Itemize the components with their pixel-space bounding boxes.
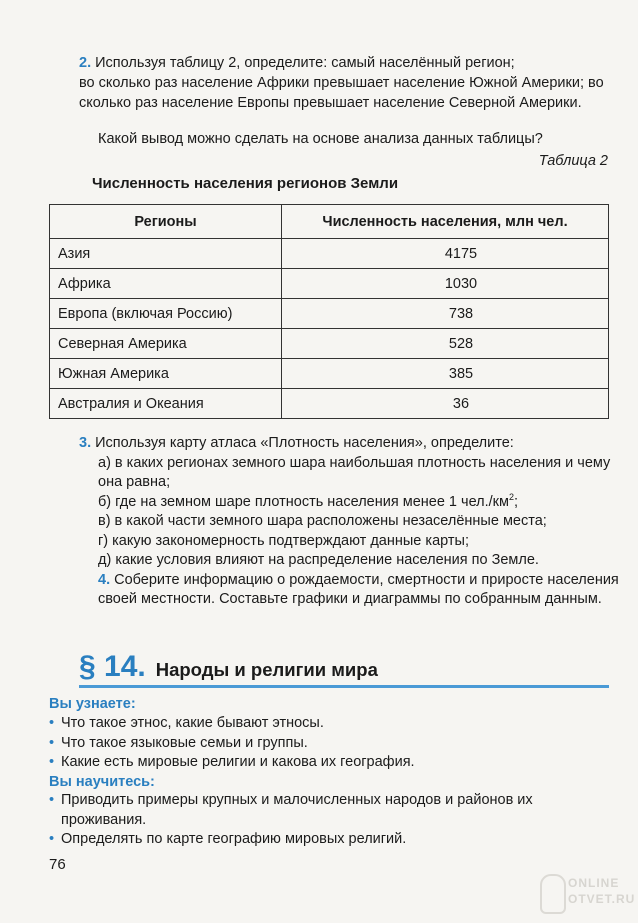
question-3-item-a: а) в каких регионах земного шара наибольшая плотность населения и чему она равна;	[98, 454, 611, 490]
table-row	[50, 269, 609, 299]
population-cell: 385	[282, 359, 609, 389]
list-item	[49, 734, 619, 754]
watermark-logo	[540, 868, 636, 918]
question-3-item-e: д) какие условия влияют на распределение населения по Земле.	[98, 552, 539, 568]
list-item-text: Определять по карте географию мировых религий.	[61, 831, 407, 847]
question-3-intro: Используя карту атласа «Плотность населения», определите:	[95, 435, 514, 451]
page-number: 76	[49, 856, 66, 873]
list-item	[49, 714, 619, 734]
question-3-item-c: в) в какой части земного шара расположены незаселённые места;	[98, 513, 547, 529]
section-number: § 14.	[79, 650, 146, 683]
region-cell: Австралия и Океания	[50, 389, 282, 419]
section-title: Народы и религии мира	[155, 659, 378, 680]
bullet-icon: •	[49, 715, 55, 731]
region-cell: Азия	[50, 239, 282, 269]
question-3-item-b	[79, 493, 619, 513]
column-header-regions: Регионы	[50, 205, 282, 239]
region-cell: Южная Америка	[50, 359, 282, 389]
lightbulb-icon	[540, 874, 566, 914]
column-header-population: Численность населения, млн чел.	[282, 205, 609, 239]
bullet-icon: •	[49, 792, 55, 808]
skills-heading: Вы научитесь:	[49, 774, 155, 790]
population-cell: 1030	[282, 269, 609, 299]
question-3-number: 3.	[79, 435, 92, 451]
list-item-text: Что такое языковые семьи и группы.	[61, 734, 308, 751]
question-3-intro-line	[79, 434, 619, 454]
question-2-first-line	[79, 54, 611, 74]
list-item	[49, 791, 619, 830]
item-b-end: ;	[514, 493, 519, 510]
region-cell: Африка	[50, 269, 282, 299]
table-row	[50, 359, 609, 389]
question-4-number: 4.	[98, 571, 111, 588]
table-header-row	[50, 205, 609, 239]
question-2-intro: Используя таблицу 2, определите: самый населённый регион;	[95, 55, 515, 71]
question-2-conclusion: Какой вывод можно сделать на основе анализа данных таблицы?	[98, 131, 543, 147]
table-title: Численность населения регионов Земли	[92, 175, 399, 192]
population-table	[49, 204, 609, 419]
question-2-number: 2.	[79, 55, 92, 71]
region-cell: Европа (включая Россию)	[50, 299, 282, 329]
section-divider	[79, 685, 609, 688]
bullet-icon: •	[49, 831, 55, 847]
list-item	[49, 753, 619, 773]
population-cell: 738	[282, 299, 609, 329]
question-3-item-d: г) какую закономерность подтверждают данные карты;	[98, 532, 469, 549]
bullet-icon: •	[49, 734, 55, 751]
question-4-text: Соберите информацию о рождаемости, смертности и приросте населения своей местности. Составьте графики и диаграммы по собранным данным.	[98, 571, 619, 607]
list-item-text: Какие есть мировые религии и какова их география.	[61, 754, 415, 770]
question-2-continuation: во сколько раз население Африки превышает население Южной Америки; во сколько раз население Европы превышает население Северной Америки.	[79, 75, 604, 111]
bullet-icon: •	[49, 754, 55, 770]
list-item-text: Приводить примеры крупных и малочисленных народов и районов их проживания.	[61, 792, 533, 828]
population-cell: 528	[282, 329, 609, 359]
skills-list	[49, 791, 619, 850]
population-cell: 4175	[282, 239, 609, 269]
population-cell: 36	[282, 389, 609, 419]
section-heading	[79, 648, 609, 684]
table-row	[50, 239, 609, 269]
learn-list	[49, 714, 619, 773]
question-3-block	[79, 434, 619, 610]
list-item	[49, 830, 619, 850]
item-b-text: б) где на земном шаре плотность населения менее 1 чел./км	[98, 493, 509, 510]
watermark-line-2: OTVET.RU	[568, 892, 636, 906]
learn-heading: Вы узнаете:	[49, 696, 136, 712]
table-row	[50, 299, 609, 329]
item-b-superscript: 2	[508, 491, 514, 502]
table-label: Таблица 2	[538, 153, 608, 169]
table-row	[50, 389, 609, 419]
question-4	[49, 571, 619, 610]
list-item-text: Что такое этнос, какие бывают этносы.	[61, 715, 324, 731]
watermark-line-1: ONLINE	[568, 876, 620, 890]
region-cell: Северная Америка	[50, 329, 282, 359]
table-row	[50, 329, 609, 359]
